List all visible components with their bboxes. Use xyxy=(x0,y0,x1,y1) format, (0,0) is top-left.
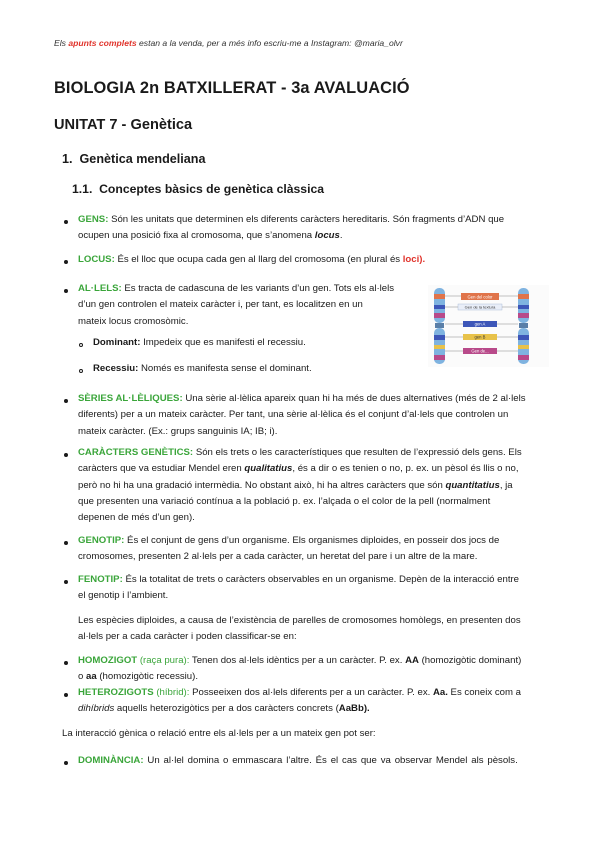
page-title: BIOLOGIA 2n BATXILLERAT - 3a AVALUACIÓ xyxy=(54,79,410,97)
bullet xyxy=(64,693,68,697)
chromosome-figure xyxy=(428,285,549,367)
def-homozigot: HOMOZIGOT (raça pura): Tenen dos al·lels idèntics per a un caràcter. P. ex. AA (homozigòtic dominant) o aa (homozigòtic recessiu). xyxy=(78,655,522,683)
def-series: SÈRIES AL·LÈLIQUES: Una sèrie al·lèlica apareix quan hi ha més de dues alternatives (més de 2 al·lels diferents) per a un mateix caràcter. Per tant, una sèrie al·lèlica és el conjunt d’al·lels que controlen un mateix caràcter. (Ex.: grups sanguinis IA; IB; i). xyxy=(78,393,526,437)
bullet xyxy=(64,453,68,457)
figure-label: Gen del color xyxy=(467,294,493,300)
def-caracters: CARÀCTERS GENÈTICS: Són els trets o les característiques que resulten de l’expressió dels gens. Els caràcters que va estudiar Mendel eren qualitatius, és a dir o es tenien o no, p. ex. un pèsol és llis o no, però no hi ha una gradació intermèdia. No obstant això, hi ha altres caràcters que són quantitatius, ja que presenten una variació contínua a la població p. ex. l’alçada o el color de la pell (normalment depenen de més d’un gen). xyxy=(78,447,522,524)
def-dominancia: DOMINÀNCIA: Un al·lel domina o emmascara l’altre. És el cas que va observar Mendel als pèsols. xyxy=(78,755,518,766)
bullet xyxy=(64,761,68,765)
bullet xyxy=(64,289,68,293)
interaction-intro: La interacció gènica o relació entre els al·lels per a un mateix gen pot ser: xyxy=(62,728,376,739)
bullet xyxy=(64,661,68,665)
def-alels: AL·LELS: Es tracta de cadascuna de les variants d’un gen. Tots els al·lels d’un gen controlen el mateix caràcter i, per tant, es localitzen en un mateix locus cromosòmic. xyxy=(78,283,395,327)
centromere-right xyxy=(519,323,528,328)
def-heterozigots: HETEROZIGOTS (híbrid): Posseeixen dos al·lels diferents per a un caràcter. P. ex. Aa. Es coneix com a dihíbrids aquells heterozigòtics per a dos caràcters concrets (AaBb). xyxy=(78,687,521,715)
bullet xyxy=(64,580,68,584)
def-dominant: Dominant: Impedeix que es manifesti el recessiu. xyxy=(93,337,306,348)
bullet xyxy=(64,399,68,403)
sale-note-highlight: apunts complets xyxy=(68,38,137,48)
sub-bullet xyxy=(79,369,83,373)
bullet xyxy=(64,260,68,264)
def-locus: LOCUS: És el lloc que ocupa cada gen al llarg del cromosoma (en plural és loci). xyxy=(78,254,426,265)
sale-note: Els apunts complets estan a la venda, per a més info escriu-me a Instagram: @maria_olvr xyxy=(54,38,403,48)
diploid-paragraph: Les espècies diploides, a causa de l’existència de parelles de cromosomes homòlegs, en presenten dos al·lels per a cada caràcter i poden classificar-se en: xyxy=(78,615,521,643)
bullet xyxy=(64,220,68,224)
unit-title: UNITAT 7 - Genètica xyxy=(54,117,193,133)
def-recessiu: Recessiu: Només es manifesta sense el dominant. xyxy=(93,363,312,374)
def-genotip: GENOTIP: És el conjunt de gens d’un organisme. Els organismes diploides, en posseir dos jocs de cromosomes, presenten 2 al·lels per a cada caràcter, un heretat del pare i un altre de la mare. xyxy=(78,535,500,563)
section-heading: 1. Genètica mendeliana xyxy=(62,152,206,166)
figure-label: gen B xyxy=(474,334,486,340)
figure-label: gen A xyxy=(474,321,486,327)
subsection-heading: 1.1. Conceptes bàsics de genètica clàssica xyxy=(72,182,325,196)
def-fenotip: FENOTIP: És la totalitat de trets o caràcters observables en un organisme. Depèn de la interacció entre el genotip i l’ambient. xyxy=(78,574,520,602)
bullet xyxy=(64,541,68,545)
def-gens: GENS: Són les unitats que determinen els diferents caràcters hereditaris. Són fragments d’ADN que ocupen una posició fixa al cromosoma, que s’anomena locus. xyxy=(78,214,505,242)
figure-label: Gen de... xyxy=(471,348,489,354)
sub-bullet xyxy=(79,343,83,347)
centromere-left xyxy=(435,323,444,328)
figure-label: Gen de la textura xyxy=(464,304,496,310)
